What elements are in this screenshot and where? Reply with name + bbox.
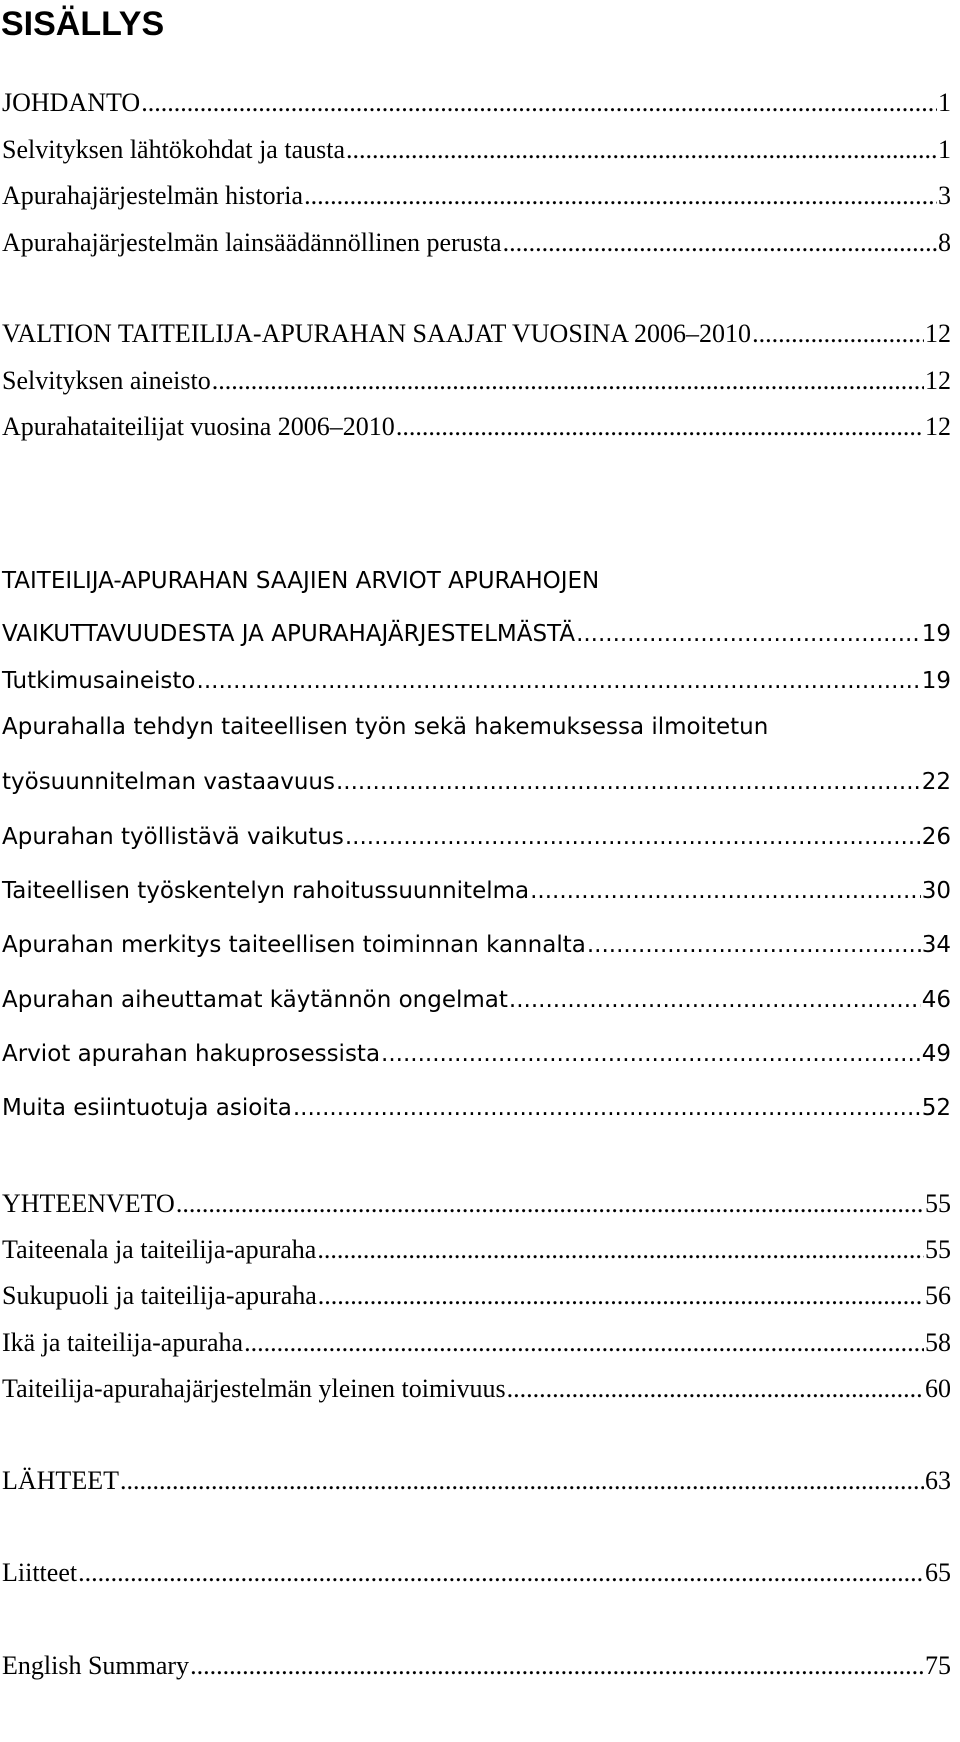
dot-leader <box>317 1228 924 1272</box>
dot-leader <box>345 815 921 859</box>
toc-entry-page: 75 <box>925 1651 951 1680</box>
dot-leader <box>190 1644 924 1688</box>
toc-entry[interactable] <box>2 612 951 656</box>
toc-entry-label: Apurahan työllistävä vaikutus <box>2 824 344 850</box>
dot-leader <box>212 359 924 403</box>
toc-entry[interactable] <box>2 221 951 265</box>
toc-entry[interactable] <box>2 815 951 859</box>
toc-entry-page: 12 <box>925 366 951 395</box>
toc-entry[interactable] <box>2 1367 951 1411</box>
dot-leader <box>197 659 921 703</box>
toc-entry[interactable] <box>2 1551 951 1595</box>
toc-entry-page: 30 <box>921 878 951 904</box>
toc-entry-label: VAIKUTTAVUUDESTA JA APURAHAJÄRJESTELMÄSTÄ <box>2 621 576 647</box>
toc-entry-label: työsuunnitelman vastaavuus <box>2 769 335 795</box>
toc-entry-page: 12 <box>925 319 951 348</box>
dot-leader <box>293 1086 921 1130</box>
dot-leader <box>141 81 937 125</box>
dot-leader <box>336 760 921 804</box>
toc-entry[interactable] <box>2 81 951 125</box>
toc-entry-page: 12 <box>925 412 951 441</box>
toc-entry-page: 55 <box>925 1235 951 1264</box>
toc-entry-page: 49 <box>921 1041 951 1067</box>
toc-entry-page: 58 <box>925 1328 951 1357</box>
toc-entry[interactable] <box>2 760 951 804</box>
toc-entry-page: 8 <box>938 228 951 257</box>
toc-entry-page: 34 <box>921 932 951 958</box>
toc-entry-label: LÄHTEET <box>2 1466 119 1495</box>
toc-entry[interactable] <box>2 174 951 218</box>
toc-entry-page: 56 <box>925 1281 951 1310</box>
toc-entry-label: Apurahan merkitys taiteellisen toiminnan kannalta <box>2 932 586 958</box>
toc-entry-label: JOHDANTO <box>2 88 141 117</box>
toc-entry-label: Apurahataiteilijat vuosina 2006–2010 <box>2 412 395 441</box>
dot-leader <box>587 923 921 967</box>
toc-entry[interactable] <box>2 978 951 1022</box>
toc-entry-label: Selvityksen aineisto <box>2 366 211 395</box>
toc-entry[interactable] <box>2 405 951 449</box>
toc-entry-page: 19 <box>921 668 951 694</box>
toc-entry-page: 1 <box>938 135 951 164</box>
toc-entry-label-line1: TAITEILIJA-APURAHAN SAAJIEN ARVIOT APURAHOJEN <box>2 568 600 594</box>
dot-leader <box>576 612 921 656</box>
dot-leader <box>304 174 937 218</box>
dot-leader <box>346 128 937 172</box>
toc-entry-page: 1 <box>938 88 951 117</box>
toc-entry[interactable] <box>2 1032 951 1076</box>
toc-entry-label: Apurahajärjestelmän lainsäädännöllinen perusta <box>2 228 502 257</box>
toc-entry-label: Muita esiintuotuja asioita <box>2 1095 292 1121</box>
toc-entry-page: 55 <box>925 1189 951 1218</box>
toc-entry[interactable] <box>2 1321 951 1365</box>
page-title: SISÄLLYS <box>1 5 165 43</box>
toc-entry-label: Tutkimusaineisto <box>2 668 196 694</box>
toc-entry[interactable] <box>2 128 951 172</box>
toc-entry-page: 52 <box>921 1095 951 1121</box>
toc-entry-label: Taiteilija-apurahajärjestelmän yleinen toimivuus <box>2 1374 506 1403</box>
toc-entry-page: 65 <box>925 1558 951 1587</box>
toc-entry-page: 60 <box>925 1374 951 1403</box>
dot-leader <box>244 1321 924 1365</box>
dot-leader <box>381 1032 921 1076</box>
toc-entry[interactable] <box>2 312 951 356</box>
toc-entry[interactable] <box>2 869 951 913</box>
toc-entry-page: 19 <box>921 621 951 647</box>
toc-entry[interactable] <box>2 1459 951 1503</box>
dot-leader <box>503 221 937 265</box>
toc-entry-label: YHTEENVETO <box>2 1189 175 1218</box>
toc-entry[interactable] <box>2 1228 951 1272</box>
toc-entry-label: Taiteenala ja taiteilija-apuraha <box>2 1235 317 1264</box>
dot-leader <box>509 978 921 1022</box>
toc-entry-label: Apurahajärjestelmän historia <box>2 181 304 210</box>
toc-entry-label: Taiteellisen työskentelyn rahoitussuunnitelma <box>2 878 530 904</box>
toc-entry[interactable] <box>2 1182 951 1226</box>
toc-entry[interactable] <box>2 1274 951 1318</box>
toc-entry-label: VALTION TAITEILIJA-APURAHAN SAAJAT VUOSINA 2006–2010 <box>2 319 752 348</box>
toc-entry[interactable] <box>2 1644 951 1688</box>
dot-leader <box>396 405 924 449</box>
dot-leader <box>752 312 924 356</box>
dot-leader <box>507 1367 924 1411</box>
toc-entry-page: 63 <box>925 1466 951 1495</box>
toc-entry-label: Apurahan aiheuttamat käytännön ongelmat <box>2 987 508 1013</box>
toc-entry-label: Arviot apurahan hakuprosessista <box>2 1041 381 1067</box>
toc-entry-label: Sukupuoli ja taiteilija-apuraha <box>2 1281 317 1310</box>
toc-entry[interactable] <box>2 1086 951 1130</box>
dot-leader <box>120 1459 924 1503</box>
toc-entry-label: Liitteet <box>2 1558 78 1587</box>
toc-entry-page: 3 <box>938 181 951 210</box>
dot-leader <box>78 1551 924 1595</box>
toc-entry-label: Ikä ja taiteilija-apuraha <box>2 1328 244 1357</box>
toc-entry-page: 46 <box>921 987 951 1013</box>
toc-entry-label-line1: Apurahalla tehdyn taiteellisen työn sekä hakemuksessa ilmoitetun <box>2 714 769 740</box>
toc-entry[interactable] <box>2 923 951 967</box>
dot-leader <box>318 1274 924 1318</box>
toc-entry-page: 22 <box>921 769 951 795</box>
toc-entry-label: Selvityksen lähtökohdat ja tausta <box>2 135 345 164</box>
toc-entry-label: English Summary <box>2 1651 190 1680</box>
dot-leader <box>530 869 921 913</box>
toc-entry[interactable] <box>2 659 951 703</box>
toc-entry-page: 26 <box>921 824 951 850</box>
dot-leader <box>176 1182 924 1226</box>
toc-entry[interactable] <box>2 359 951 403</box>
